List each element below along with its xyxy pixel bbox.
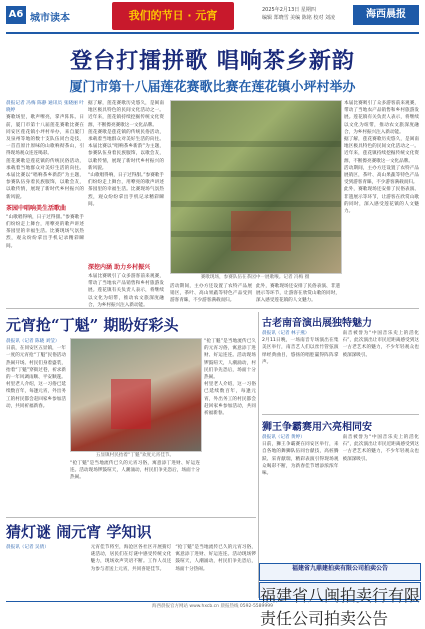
lead-photo-tea-garden (170, 100, 342, 274)
lead-paragraph: 活动期间，主办方还设置了农特产品展销区，茶叶、高山果蔬等特色产品受到游客青睐，不少游客满载而归。 (170, 284, 252, 304)
column-divider (258, 312, 259, 598)
lead-paragraph: “山歌唱得响，日子过得甜。”参赛歌手们纷纷走上舞台，用嘹亮的歌声讲述茶园里的幸福生活。比赛现场气氛热烈，观众纷纷拿出手机记录精彩瞬间。 (6, 214, 84, 249)
story4-paragraph: 南音被誉为“中国音乐史上的活化石”，此次演出让市民近距离感受到这一古老艺术的魅力，不少年轻观众也被深深吸引。 (342, 331, 419, 358)
dingkui-figure (111, 379, 151, 429)
lead-photo-caption: 赛歌现场，参赛队伍在茶园中一展歌喉。记者 冯梅 摄 (200, 275, 310, 280)
lead-paragraph: 莲花赛歌是莲花镇的传统民俗活动，承载着当地群众对美好生活的向往。本届比赛以“唱响茶乡新韵”为主题，参赛队伍身着民族服饰，以歌会友，以歌传情，展现了新时代乡村振兴的新风貌。 (6, 158, 84, 200)
story2-paragraph: “抢丁魁”是当地流传已久的元宵习俗，寓意添丁进财、好运连连。活动现场锣鼓喧天，人潮涌动，村民们争先恐后，场面十分热闹。 (70, 461, 200, 481)
lead-paragraph: 本届比赛吸引了众多游客前来观赛，带动了当地农产品销售和乡村旅游发展。莲花镇有关负责人表示，将继续以文化为纽带，推动农文旅深度融合，为乡村振兴注入新动能。 (88, 274, 164, 308)
auction-notice-title: 福建省八闽拍卖行有限责任公司拍卖公告 (260, 586, 421, 628)
story2-paragraph: 村里老人介绍，这一习俗已延续数百年，每逢元宵，外出务工的村民都会赶回家乡参加活动，共同祈福新春。 (6, 382, 66, 409)
lead-column-4 (256, 283, 340, 306)
story3-paragraph: 元宵佳节将至，海沧区各社区开展猜灯谜活动，居民们在灯谜中感受传统文化魅力，现场欢声笑语不断。工作人员还为参与者送上元宵，共同喜迎佳节。 (90, 545, 172, 572)
story3-headline: 猜灯谜 闹元宵 学知识 (6, 523, 152, 541)
story5-paragraph: 南音被誉为“中国音乐史上的活化石”，此次演出让市民近距离感受到这一古老艺术的魅力，不少年轻观众也被深深吸引。 (342, 435, 419, 462)
issue-meta (262, 6, 348, 22)
lead-subheadline: 厦门市第十八届莲花赛歌比赛在莲花镇小坪村举办 (69, 80, 356, 95)
story4-paragraph: 2月11日晚，一场南音专场演出在集美区举行，南音艺人们以丝竹管弦演绎经典曲目，悠扬的唱腔赢得阵阵掌声。 (262, 338, 339, 365)
story2-paragraph: 日前，在同安区五显镇，一年一度的元宵抢“丁魁”民俗活动热闹开场。村民们身着盛装，抬着“丁魁”穿街过巷，祈求新的一年风调雨顺、平安顺遂。 (6, 346, 66, 381)
story2-headline: 元宵抢“丁魁” 期盼好彩头 (6, 316, 179, 334)
lead-column-1 (6, 100, 84, 300)
story4-body (262, 330, 419, 410)
page-number: A6 (6, 6, 26, 24)
lead-headline: 登台打擂拼歌 唱响茶乡新韵 (70, 48, 355, 74)
festival-banner: 我们的节日 · 元宵 (112, 2, 234, 30)
story3-body (6, 544, 256, 598)
auction-notice-ad (259, 582, 421, 628)
story2-paragraph: “抢丁魁”是当地流传已久的元宵习俗，寓意添丁进财、好运连连。活动现场锣鼓喧天，人潮涌动，村民们争先恐后，场面十分热闹。 (204, 339, 256, 381)
story4-byline: 晨报讯（记者 林子燕） (262, 331, 310, 336)
story2-column-3 (70, 460, 200, 514)
header-divider (6, 32, 419, 34)
story3-paragraph: “抢丁魁”是当地流传已久的元宵习俗，寓意添丁进财、好运连连。活动现场锣鼓喧天，人潮涌动，村民们争先恐后，场面十分热闹。 (175, 545, 256, 572)
story2-photo-caption: 五显镇村民抬着“丁魁”欢度元宵佳节。 (95, 453, 175, 458)
story2-column-1 (6, 338, 66, 514)
lead-section-heading: 茶园中唱响美生活歌曲 (6, 204, 67, 212)
auction-notice-ad (259, 563, 421, 581)
issue-date: 2025年2月13日 星期四 (262, 7, 316, 13)
lead-paragraph: 本届比赛吸引了众多游客前来观赛，带动了当地农产品销售和乡村旅游发展。莲花镇有关负责人表示，将继续以文化为纽带，推动农文旅深度融合，为乡村振兴注入新动能。 (344, 101, 419, 135)
lead-paragraph: 此外，赛歌现场还安排了民俗表演、非遗展示等环节，让游客在欣赏山歌的同时，深入感受莲花镇的人文魅力。 (256, 284, 340, 304)
editor-credits: 编辑 郑晓雪 美编 陈铭 校对 刘凌 (262, 15, 335, 21)
section-divider (6, 308, 419, 309)
lead-section-heading: 深挖内涵 助力乡村振兴 (88, 264, 151, 271)
story3-byline: 晨报讯（记者 吴倩） (6, 545, 49, 550)
lead-paragraph: 据了解，莲花赛歌历史悠久，是闽南地区极具特色的民间文化活动之一。近年来，莲花镇持续挖掘传统文化资源，不断擦亮赛歌这一文化品牌。 (88, 101, 164, 128)
lead-paragraph: 赛歌场里，歌声嘹亮，掌声阵阵。日前，厦门市第十八届莲花赛歌比赛在同安区莲花镇小坪村举办，来自厦门及泉州等地的数十支队伍同台竞技，一首首原汁原味的山歌响彻茶山，引得现场观众连连喝彩。 (6, 115, 84, 157)
lead-column-2b (88, 262, 164, 306)
lead-paragraph: “山歌唱得响，日子过得甜。”参赛歌手们纷纷走上舞台，用嘹亮的歌声讲述茶园里的幸福生活。比赛现场气氛热烈，观众纷纷拿出手机记录精彩瞬间。 (88, 173, 164, 207)
section-divider (6, 517, 256, 518)
lead-byline: 晨报记者 冯梅 陈静 通讯员 张晓丽 叶晓婷 (6, 101, 84, 114)
performers-figure (231, 211, 291, 251)
section-divider (262, 414, 419, 415)
page-footer: 海西晨报官方网站 www.hxcb.cn 晨报热线 0592-5589999 (6, 601, 419, 609)
story2-paragraph: 村里老人介绍，这一习俗已延续数百年，每逢元宵，外出务工的村民都会赶回家乡参加活动，共同祈福新春。 (204, 382, 256, 417)
story2-column-2 (204, 338, 256, 514)
lead-paragraph: 此外，赛歌现场还安排了民俗表演、非遗展示等环节，让游客在欣赏山歌的同时，深入感受莲花镇的人文魅力。 (344, 187, 419, 215)
story5-paragraph: 日前，狮王争霸赛在同安区举行，来自各地的舞狮队伍同台献技，高桩腾跃、采青献瑞，精彩表演引得现场观众喝彩不断，为新春佳节增添浓浓年味。 (262, 442, 339, 477)
newspaper-logo: 海西晨报 (353, 5, 419, 25)
story5-headline: 狮王争霸赛用六亮相同安 (262, 422, 372, 433)
lead-column-3 (170, 283, 252, 306)
story2-photo-dingkui (70, 338, 202, 452)
story5-body (262, 434, 419, 558)
auction-notice-title: 福建省九鼎建拍卖有限公司拍卖公告 (291, 565, 388, 572)
story4-headline: 古老南音演出展独特魅力 (262, 318, 372, 329)
story2-byline: 晨报讯（记者 陈晓 刘莹） (6, 339, 60, 344)
lead-paragraph: 莲花赛歌是莲花镇的传统民俗活动，承载着当地群众对美好生活的向往。本届比赛以“唱响茶乡新韵”为主题，参赛队伍身着民族服饰，以歌会友，以歌传情，展现了新时代乡村振兴的新风貌。 (88, 129, 164, 171)
section-title: 城市读本 (30, 13, 70, 24)
lead-paragraph: 据了解，莲花赛歌历史悠久，是闽南地区极具特色的民间文化活动之一。近年来，莲花镇持续挖掘传统文化资源，不断擦亮赛歌这一文化品牌。 (344, 137, 419, 164)
lead-paragraph: 活动期间，主办方还设置了农特产品展销区，茶叶、高山果蔬等特色产品受到游客青睐，不少游客满载而归。 (344, 165, 419, 186)
lead-column-5 (344, 100, 419, 306)
story5-byline: 晨报讯（记者 黄婷） (262, 435, 305, 440)
